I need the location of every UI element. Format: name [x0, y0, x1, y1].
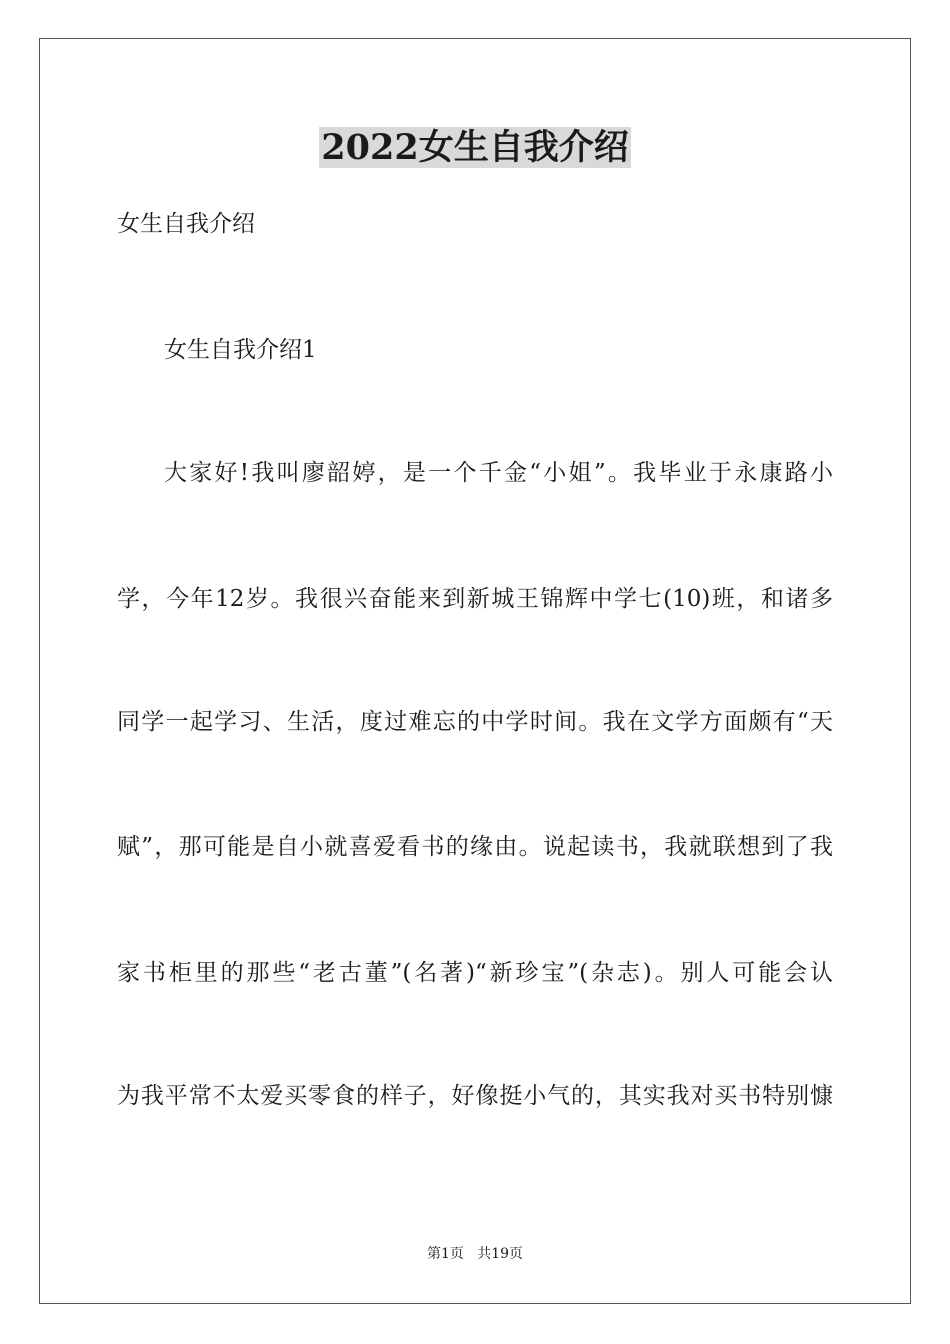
body-line-2: 学，今年12岁。我很兴奋能来到新城王锦辉中学七(10)班，和诸多 [117, 586, 833, 612]
body-line-4: 赋”，那可能是自小就喜爱看书的缘由。说起读书，我就联想到了我 [117, 834, 833, 860]
body-line-5: 家书柜里的那些“老古董”(名著)“新珍宝”(杂志)。别人可能会认 [117, 960, 833, 986]
body-line-3: 同学一起学习、生活，度过难忘的中学时间。我在文学方面颇有“天 [117, 709, 833, 735]
document-title-text: 2022女生自我介绍 [321, 127, 629, 168]
document-title [0, 124, 950, 172]
section-heading: 女生自我介绍1 [164, 337, 317, 363]
body-line-6: 为我平常不太爱买零食的样子，好像挺小气的，其实我对买书特别慷 [117, 1083, 833, 1109]
page-footer: 第1页 共19页 [426, 1246, 524, 1262]
body-line-1: 大家好!我叫廖韶婷，是一个千金“小姐”。我毕业于永康路小 [164, 460, 833, 486]
document-subtitle: 女生自我介绍 [117, 211, 255, 237]
